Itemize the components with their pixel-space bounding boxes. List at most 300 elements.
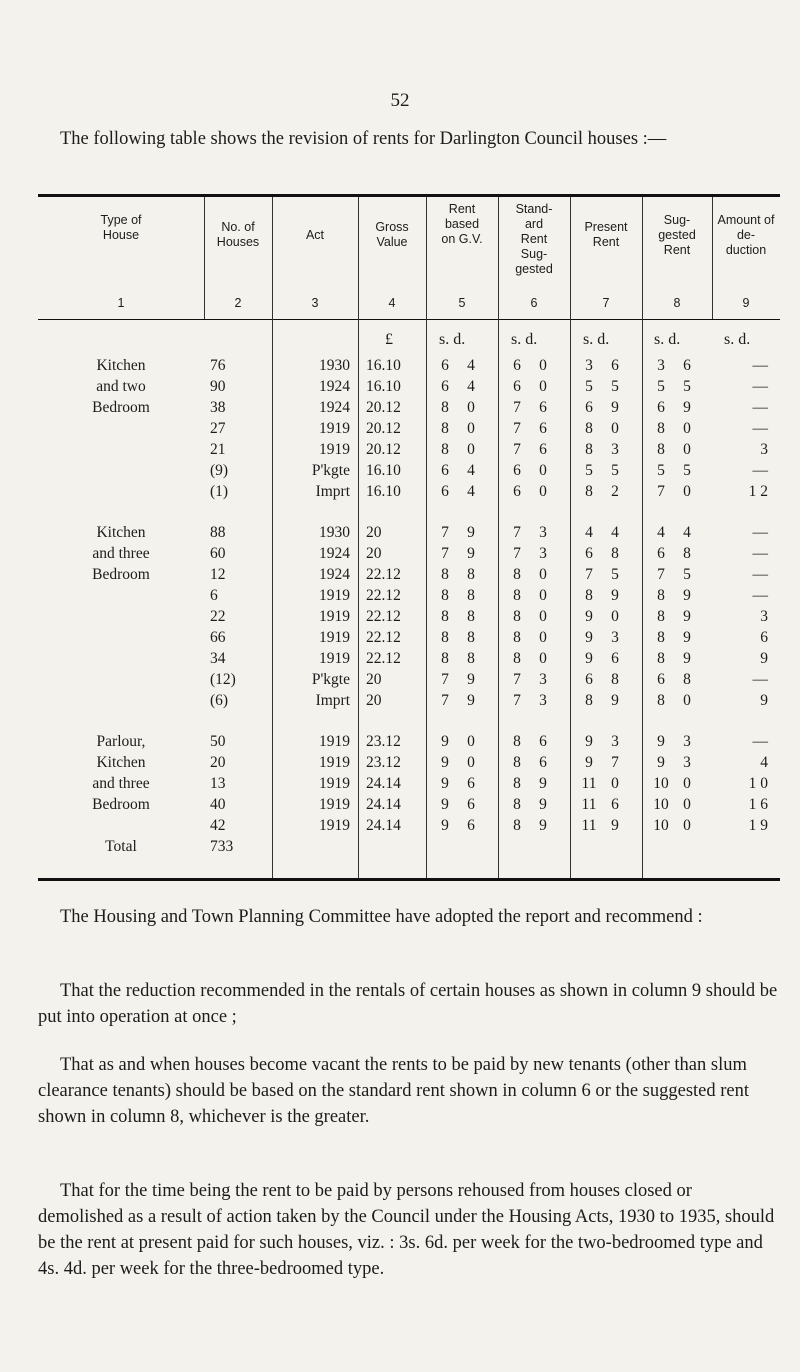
- shillings: 7: [441, 544, 449, 562]
- cell-rgv: [426, 815, 498, 836]
- cell-deduction: —: [752, 732, 768, 750]
- pence: 0: [683, 440, 691, 458]
- cell-houses: 42: [210, 816, 226, 834]
- cell-deduction: 4: [760, 753, 768, 771]
- page-number: 52: [390, 90, 410, 111]
- table-bottom-rule: [38, 878, 780, 881]
- cell-act: 1924: [319, 377, 350, 395]
- cell-present: [570, 355, 642, 376]
- cell-deduction: 3: [760, 440, 768, 458]
- pence: 0: [467, 440, 475, 458]
- row-spacer: [38, 502, 780, 522]
- cell-rgv: [426, 690, 498, 711]
- cell-rgv: [426, 397, 498, 418]
- cell-present: [570, 815, 642, 836]
- table-row: [38, 481, 780, 502]
- empty-cell: [358, 836, 426, 857]
- cell-gross-value: 20: [366, 523, 382, 541]
- shillings: 5: [585, 377, 593, 395]
- header-suggested-rent: Sug- gested Rent 8: [658, 213, 696, 310]
- spacer-cell: [426, 502, 498, 522]
- cell-act: 1919: [319, 795, 350, 813]
- pence: 9: [683, 586, 691, 604]
- shillings: 9: [585, 649, 593, 667]
- cell-type: [38, 418, 204, 439]
- shillings: 6: [441, 377, 449, 395]
- pence: 0: [611, 607, 619, 625]
- cell-deduction: 1 9: [748, 816, 768, 834]
- pence: 5: [683, 377, 691, 395]
- shillings: 8: [441, 565, 449, 583]
- cell-present: [570, 648, 642, 669]
- cell-type: [38, 815, 204, 836]
- cell-gross-value: 16.10: [366, 377, 401, 395]
- shillings: 6: [585, 398, 593, 416]
- cell-type: Bedroom: [92, 398, 150, 416]
- cell-houses: (12): [210, 670, 236, 688]
- empty-cell: [498, 836, 570, 857]
- spacer-cell: [272, 711, 358, 731]
- pence: 0: [683, 482, 691, 500]
- cell-std: [498, 439, 570, 460]
- cell-rgv: [426, 669, 498, 690]
- cell-gross-value: 16.10: [366, 461, 401, 479]
- shillings: 8: [441, 649, 449, 667]
- pence: 0: [683, 419, 691, 437]
- cell-sug: [642, 481, 712, 502]
- spacer-cell: [204, 502, 272, 522]
- pence: 5: [683, 565, 691, 583]
- shillings: 10: [653, 795, 669, 813]
- pence: 3: [539, 544, 547, 562]
- pence: 0: [467, 419, 475, 437]
- row-spacer: [38, 711, 780, 731]
- cell-houses: 22: [210, 607, 226, 625]
- table-row: [38, 543, 780, 564]
- shillings: 9: [585, 732, 593, 750]
- pence: 9: [611, 398, 619, 416]
- cell-deduction: 1 2: [748, 482, 768, 500]
- cell-houses: 40: [210, 795, 226, 813]
- shillings: 9: [441, 816, 449, 834]
- pence: 9: [683, 398, 691, 416]
- pence: 9: [467, 523, 475, 541]
- pence: 4: [611, 523, 619, 541]
- cell-sug: [642, 815, 712, 836]
- cell-sug: [642, 355, 712, 376]
- pence: 3: [611, 440, 619, 458]
- cell-present: [570, 439, 642, 460]
- cell-houses: 66: [210, 628, 226, 646]
- shillings: 9: [585, 628, 593, 646]
- cell-type: Parlour,: [96, 732, 146, 750]
- pence: 3: [539, 691, 547, 709]
- spacer-cell: [426, 711, 498, 731]
- cell-deduction: —: [752, 670, 768, 688]
- pence: 5: [611, 565, 619, 583]
- pence: 3: [683, 753, 691, 771]
- cell-sug: [642, 669, 712, 690]
- shillings: 8: [585, 419, 593, 437]
- pence: 9: [539, 795, 547, 813]
- pence: 6: [467, 795, 475, 813]
- cell-rgv: [426, 794, 498, 815]
- pence: 0: [539, 461, 547, 479]
- cell-sug: [642, 773, 712, 794]
- cell-deduction: —: [752, 544, 768, 562]
- pence: 9: [467, 691, 475, 709]
- cell-present: [570, 522, 642, 543]
- shillings: 7: [513, 419, 521, 437]
- cell-gross-value: 22.12: [366, 586, 401, 604]
- cell-std: [498, 794, 570, 815]
- cell-present: [570, 606, 642, 627]
- pence: 5: [611, 461, 619, 479]
- shillings: 8: [513, 816, 521, 834]
- pence: 6: [611, 649, 619, 667]
- cell-present: [570, 460, 642, 481]
- shillings: 8: [513, 753, 521, 771]
- header-gross-value: Gross Value 4: [375, 220, 409, 310]
- cell-sug: [642, 731, 712, 752]
- cell-deduction: 1 0: [748, 774, 768, 792]
- spacer-cell: [712, 711, 780, 731]
- table-row: [38, 355, 780, 376]
- shillings: 8: [513, 649, 521, 667]
- shillings: 8: [441, 419, 449, 437]
- shillings: 6: [441, 461, 449, 479]
- pence: 9: [467, 670, 475, 688]
- cell-rgv: [426, 606, 498, 627]
- empty-cell: [712, 836, 780, 857]
- shillings: 7: [513, 544, 521, 562]
- cell-rgv: [426, 522, 498, 543]
- table-row: [38, 439, 780, 460]
- cell-houses: 13: [210, 774, 226, 792]
- shillings: 7: [657, 482, 665, 500]
- shillings: 6: [513, 377, 521, 395]
- cell-std: [498, 669, 570, 690]
- cell-houses: 50: [210, 732, 226, 750]
- empty-cell: [272, 836, 358, 857]
- cell-houses: 27: [210, 419, 226, 437]
- pence: 6: [539, 732, 547, 750]
- cell-std: [498, 397, 570, 418]
- pence: 0: [683, 691, 691, 709]
- pence: 6: [539, 440, 547, 458]
- shillings: 6: [657, 544, 665, 562]
- header-deduction: Amount of de- duction 9: [717, 213, 775, 310]
- cell-std: [498, 627, 570, 648]
- shillings: 5: [657, 461, 665, 479]
- cell-rgv: [426, 481, 498, 502]
- cell-deduction: —: [752, 586, 768, 604]
- pence: 7: [611, 753, 619, 771]
- pence: 6: [539, 419, 547, 437]
- cell-sug: [642, 543, 712, 564]
- pence: 2: [611, 482, 619, 500]
- spacer-cell: [272, 502, 358, 522]
- table-row: [38, 627, 780, 648]
- pence: 0: [539, 356, 547, 374]
- shillings: 10: [653, 774, 669, 792]
- cell-houses: 12: [210, 565, 226, 583]
- cell-houses: (1): [210, 482, 229, 500]
- shillings: 8: [513, 774, 521, 792]
- spacer-cell: [498, 711, 570, 731]
- cell-rgv: [426, 585, 498, 606]
- cell-std: [498, 585, 570, 606]
- pence: 0: [539, 607, 547, 625]
- pence: 0: [539, 482, 547, 500]
- cell-act: 1919: [319, 774, 350, 792]
- cell-std: [498, 564, 570, 585]
- cell-sug: [642, 648, 712, 669]
- cell-present: [570, 585, 642, 606]
- shillings: 5: [657, 377, 665, 395]
- cell-houses: 90: [210, 377, 226, 395]
- cell-type: Kitchen: [96, 523, 146, 541]
- spacer-cell: [642, 711, 712, 731]
- shillings: 7: [657, 565, 665, 583]
- cell-act: P'kgte: [311, 670, 350, 688]
- shillings: 8: [585, 440, 593, 458]
- pence: 8: [467, 586, 475, 604]
- cell-sug: [642, 376, 712, 397]
- cell-present: [570, 397, 642, 418]
- cell-deduction: —: [752, 356, 768, 374]
- cell-deduction: 6: [760, 628, 768, 646]
- spacer-cell: [642, 502, 712, 522]
- cell-houses: (9): [210, 461, 229, 479]
- shillings: 7: [441, 523, 449, 541]
- cell-present: [570, 794, 642, 815]
- cell-sug: [642, 794, 712, 815]
- cell-gross-value: 22.12: [366, 628, 401, 646]
- shillings: 6: [657, 398, 665, 416]
- recommendation-reduction: That the reduction recommended in the rentals of certain houses as shown in column 9 should be put into operation at once ;: [38, 981, 778, 1027]
- header-act: Act 3: [305, 228, 325, 310]
- pence: 9: [683, 649, 691, 667]
- cell-present: [570, 731, 642, 752]
- unit-sd: s. d.: [583, 331, 610, 348]
- cell-deduction: —: [752, 398, 768, 416]
- pence: 5: [683, 461, 691, 479]
- cell-act: 1919: [319, 753, 350, 771]
- pence: 6: [467, 816, 475, 834]
- cell-type: [38, 606, 204, 627]
- cell-act: 1919: [319, 816, 350, 834]
- shillings: 8: [441, 440, 449, 458]
- pence: 8: [611, 670, 619, 688]
- pence: 3: [683, 732, 691, 750]
- cell-std: [498, 418, 570, 439]
- cell-std: [498, 481, 570, 502]
- cell-std: [498, 376, 570, 397]
- pence: 8: [683, 670, 691, 688]
- pence: 6: [467, 774, 475, 792]
- cell-rgv: [426, 418, 498, 439]
- cell-gross-value: 22.12: [366, 649, 401, 667]
- table-row: [38, 376, 780, 397]
- table-row: [38, 773, 780, 794]
- total-houses: 733: [210, 837, 234, 855]
- cell-deduction: 1 6: [748, 795, 768, 813]
- pence: 9: [539, 816, 547, 834]
- total-label: Total: [105, 837, 137, 855]
- shillings: 7: [513, 398, 521, 416]
- cell-present: [570, 627, 642, 648]
- shillings: 7: [441, 670, 449, 688]
- pence: 4: [467, 377, 475, 395]
- spacer-cell: [712, 502, 780, 522]
- cell-std: [498, 773, 570, 794]
- pence: 9: [611, 816, 619, 834]
- shillings: 8: [441, 398, 449, 416]
- pence: 0: [611, 419, 619, 437]
- cell-houses: 34: [210, 649, 226, 667]
- cell-deduction: 9: [760, 649, 768, 667]
- cell-gross-value: 22.12: [366, 565, 401, 583]
- cell-type: and two: [96, 377, 146, 395]
- shillings: 7: [585, 565, 593, 583]
- pence: 9: [539, 774, 547, 792]
- cell-act: 1919: [319, 628, 350, 646]
- cell-present: [570, 690, 642, 711]
- pence: 0: [539, 586, 547, 604]
- cell-std: [498, 460, 570, 481]
- cell-deduction: —: [752, 565, 768, 583]
- shillings: 3: [657, 356, 665, 374]
- header-present-rent: Present Rent 7: [584, 220, 628, 310]
- cell-std: [498, 752, 570, 773]
- shillings: 7: [513, 440, 521, 458]
- cell-sug: [642, 439, 712, 460]
- shillings: 8: [513, 607, 521, 625]
- cell-present: [570, 418, 642, 439]
- pence: 8: [467, 565, 475, 583]
- pence: 8: [467, 649, 475, 667]
- cell-deduction: —: [752, 377, 768, 395]
- cell-rgv: [426, 376, 498, 397]
- shillings: 9: [657, 732, 665, 750]
- shillings: 7: [513, 523, 521, 541]
- cell-gross-value: 20.12: [366, 440, 401, 458]
- cell-act: 1919: [319, 419, 350, 437]
- cell-act: 1924: [319, 565, 350, 583]
- shillings: 4: [657, 523, 665, 541]
- cell-rgv: [426, 355, 498, 376]
- cell-type: Kitchen: [96, 356, 146, 374]
- cell-act: 1919: [319, 440, 350, 458]
- shillings: 6: [441, 356, 449, 374]
- spacer-cell: [204, 711, 272, 731]
- shillings: 8: [441, 607, 449, 625]
- table-row: [38, 418, 780, 439]
- total-row: [38, 836, 780, 857]
- shillings: 9: [441, 774, 449, 792]
- cell-act: Imprt: [315, 482, 350, 500]
- cell-deduction: —: [752, 419, 768, 437]
- cell-present: [570, 481, 642, 502]
- pence: 8: [683, 544, 691, 562]
- unit-pounds: £: [385, 331, 393, 348]
- cell-gross-value: 22.12: [366, 607, 401, 625]
- cell-type: [38, 481, 204, 502]
- pence: 9: [611, 586, 619, 604]
- cell-sug: [642, 522, 712, 543]
- shillings: 6: [585, 544, 593, 562]
- cell-rgv: [426, 627, 498, 648]
- cell-sug: [642, 460, 712, 481]
- pence: 6: [539, 753, 547, 771]
- spacer-cell: [570, 502, 642, 522]
- table-row: [38, 397, 780, 418]
- cell-type: [38, 585, 204, 606]
- cell-act: 1930: [319, 356, 350, 374]
- cell-houses: 88: [210, 523, 226, 541]
- shillings: 4: [585, 523, 593, 541]
- pence: 0: [539, 649, 547, 667]
- cell-present: [570, 564, 642, 585]
- shillings: 8: [441, 628, 449, 646]
- rents-table: [38, 355, 780, 857]
- shillings: 8: [513, 732, 521, 750]
- cell-type: and three: [92, 544, 150, 562]
- shillings: 6: [441, 482, 449, 500]
- pence: 0: [539, 377, 547, 395]
- cell-rgv: [426, 731, 498, 752]
- shillings: 7: [513, 691, 521, 709]
- pence: 9: [683, 628, 691, 646]
- pence: 0: [539, 628, 547, 646]
- pence: 6: [611, 356, 619, 374]
- spacer-cell: [358, 711, 426, 731]
- cell-type: [38, 439, 204, 460]
- table-row: [38, 460, 780, 481]
- shillings: 8: [585, 482, 593, 500]
- shillings: 8: [657, 691, 665, 709]
- cell-act: 1919: [319, 586, 350, 604]
- table-row: [38, 669, 780, 690]
- cell-act: 1919: [319, 649, 350, 667]
- shillings: 7: [513, 670, 521, 688]
- shillings: 9: [441, 753, 449, 771]
- table-row: [38, 522, 780, 543]
- table-row: [38, 606, 780, 627]
- cell-std: [498, 522, 570, 543]
- table-header-rule: [38, 319, 780, 320]
- cell-houses: 76: [210, 356, 226, 374]
- cell-gross-value: 23.12: [366, 753, 401, 771]
- cell-sug: [642, 397, 712, 418]
- shillings: 7: [441, 691, 449, 709]
- shillings: 11: [581, 795, 597, 813]
- pence: 4: [467, 461, 475, 479]
- header-standard-rent: Stand- ard Rent Sug- gested 6: [515, 202, 553, 310]
- cell-houses: 21: [210, 440, 226, 458]
- pence: 3: [611, 628, 619, 646]
- cell-sug: [642, 585, 712, 606]
- cell-act: 1919: [319, 732, 350, 750]
- cell-sug: [642, 606, 712, 627]
- shillings: 3: [585, 356, 593, 374]
- shillings: 10: [653, 816, 669, 834]
- header-type: Type of House 1: [100, 213, 142, 310]
- shillings: 9: [441, 795, 449, 813]
- shillings: 8: [657, 440, 665, 458]
- pence: 8: [467, 607, 475, 625]
